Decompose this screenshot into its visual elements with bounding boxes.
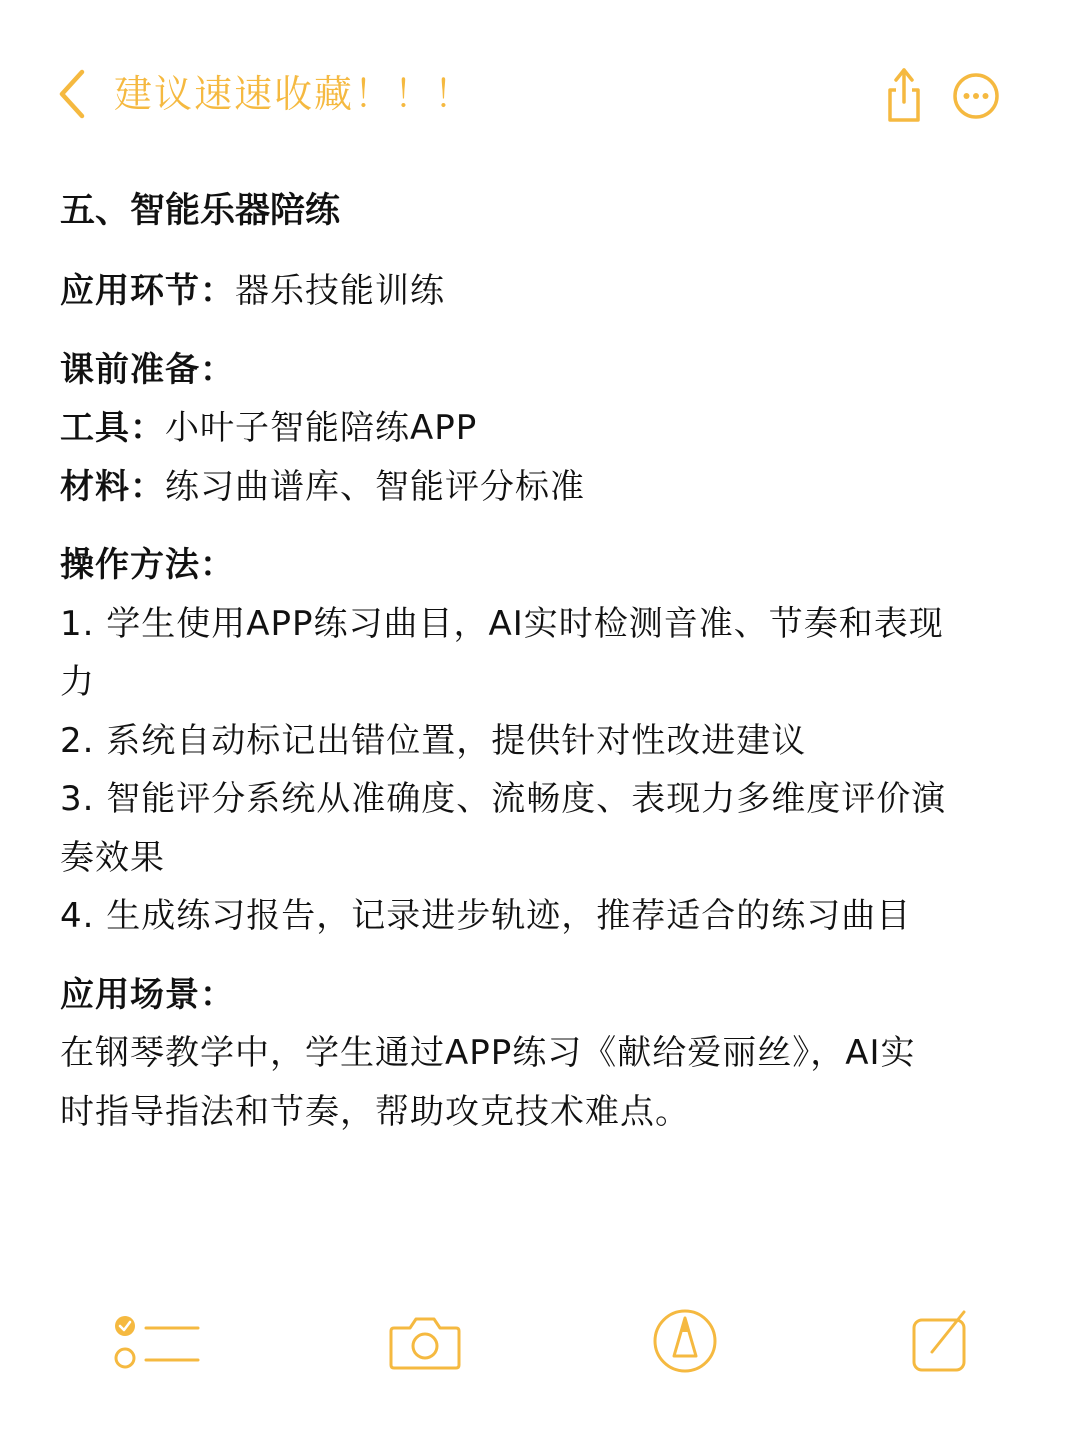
materials-value: 练习曲谱库、智能评分标准 [165, 466, 585, 507]
method-line: 奏效果 [60, 837, 165, 878]
stage-line [60, 262, 1040, 321]
back-button[interactable] [52, 66, 96, 122]
tools-line [60, 399, 1040, 458]
method-line: 1. 学生使用APP练习曲目，AI实时检测音准、节奏和表现 [60, 603, 944, 644]
markup-button[interactable] [652, 1308, 718, 1378]
more-button[interactable] [952, 72, 1000, 120]
spacer [60, 946, 1040, 966]
method-line: 力 [60, 662, 95, 702]
checklist-icon [112, 1312, 202, 1374]
spacer [60, 516, 1040, 536]
spacer [60, 240, 1040, 262]
share-icon [882, 64, 926, 126]
share-button[interactable] [882, 64, 926, 126]
tools-label: 工具： [60, 408, 165, 448]
spacer [60, 321, 1040, 341]
tools-value: 小叶子智能陪练APP [165, 408, 478, 448]
scene-heading: 应用场景： [60, 974, 235, 1015]
note-body [60, 182, 1040, 1141]
method-line: 2. 系统自动标记出错位置，提供针对性改进建议 [60, 720, 807, 761]
method-heading: 操作方法： [60, 545, 235, 585]
camera-button[interactable] [388, 1314, 462, 1376]
compose-button[interactable] [910, 1308, 970, 1378]
checklist-button[interactable] [112, 1312, 202, 1378]
materials-label: 材料： [60, 466, 165, 507]
scene-line: 时指导指法和节奏，帮助攻克技术难点。 [60, 1091, 690, 1132]
navigation-bar [0, 0, 1080, 190]
prep-heading: 课前准备： [60, 349, 235, 390]
more-icon [952, 72, 1000, 120]
stage-label: 应用环节： [60, 271, 235, 311]
materials-line [60, 458, 1040, 517]
method-line: 4. 生成练习报告，记录进步轨迹，推荐适合的练习曲目 [60, 896, 912, 936]
method-line: 3. 智能评分系统从准确度、流畅度、表现力多维度评价演 [60, 779, 947, 819]
pen-markup-icon [652, 1308, 718, 1374]
section-title: 五、智能乐器陪练 [60, 191, 341, 231]
chevron-left-icon [52, 66, 96, 122]
camera-icon [388, 1314, 462, 1372]
note-title: 建议速速收藏！！！ [114, 72, 475, 116]
scene-line: 在钢琴教学中，学生通过APP练习《献给爱丽丝》，AI实 [60, 1033, 916, 1073]
stage-value: 器乐技能训练 [235, 271, 445, 311]
bottom-toolbar [0, 1300, 1080, 1390]
compose-icon [910, 1308, 970, 1374]
